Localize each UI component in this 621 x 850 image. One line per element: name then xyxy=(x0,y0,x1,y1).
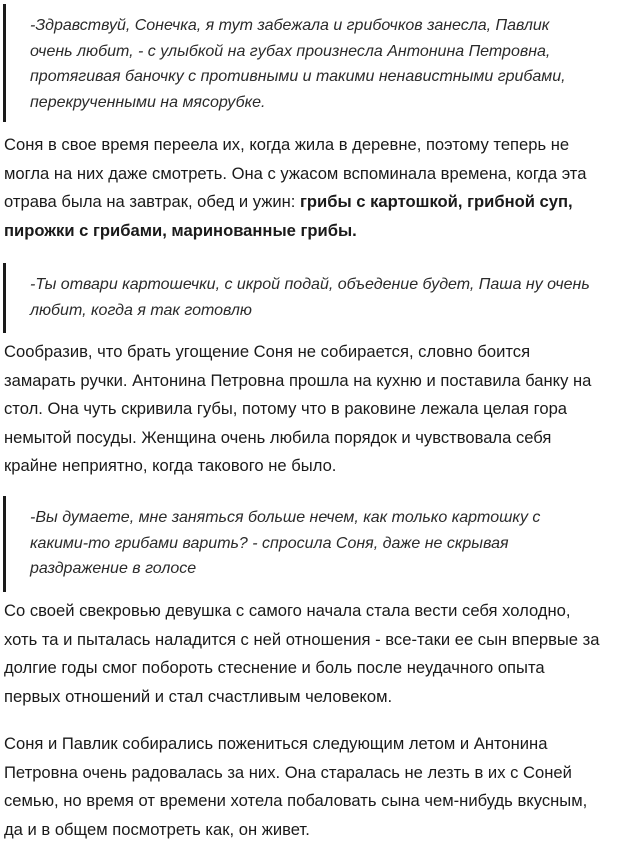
paragraph-mother-in-law xyxy=(4,597,604,711)
blockquote-reply xyxy=(3,496,593,592)
paragraph-mushrooms xyxy=(4,131,604,245)
paragraph-text: Со своей свекровью девушка с самого начала стала вести себя холодно, хоть та и пыталась наладится с ней отношения - все-таки ее сын впервые за долгие годы смог побороть стеснение и боль после неудачного опыта первых отношений и стал счастливым человеком. xyxy=(4,601,600,706)
quote-text: -Здравствуй, Сонечка, я тут забежала и грибочков занесла, Павлик очень любит, - с улыбкой на губах произнесла Антонина Петровна, протягивая баночку с противными и такими ненавистными грибами, перекрученными на мясорубке. xyxy=(30,17,566,111)
blockquote-potatoes xyxy=(3,263,593,333)
quote-text: -Ты отвари картошечки, с икрой подай, объедение будет, Паша ну очень любит, когда я так готовлю xyxy=(30,276,590,319)
paragraph-kitchen xyxy=(4,338,604,481)
paragraph-text: Сообразив, что брать угощение Соня не собирается, словно боится замарать ручки. Антонина Петровна прошла на кухню и поставила банку на стол. Она чуть скривила губы, потому что в раковине лежала целая гора немытой посуды. Женщина очень любила порядок и чувствовала себя крайне неприятно, когда такового не было. xyxy=(4,342,592,476)
paragraph-text: Соня в свое время переела их, когда жила в деревне, поэтому теперь не могла на них даже смотреть. Она с ужасом вспоминала времена, когда эта отрава была на завтрак, обед и ужин: xyxy=(4,135,587,212)
quote-text: -Вы думаете, мне заняться больше нечем, как только картошку с какими-то грибами варить? - спросила Соня, даже не скрывая раздражение в голосе xyxy=(30,509,541,577)
paragraph-wedding xyxy=(4,730,604,844)
paragraph-bold-text: грибы с картошкой, грибной суп, пирожки с грибами, маринованные грибы. xyxy=(4,192,573,240)
paragraph-text: Соня и Павлик собирались пожениться следующим летом и Антонина Петровна очень радовалась за них. Она старалась не лезть в их с Соней семью, но время от времени хотела побаловать сына чем-нибудь вкусным, да и в общем посмотреть как, он живет. xyxy=(4,734,588,839)
blockquote-greeting xyxy=(3,4,593,122)
